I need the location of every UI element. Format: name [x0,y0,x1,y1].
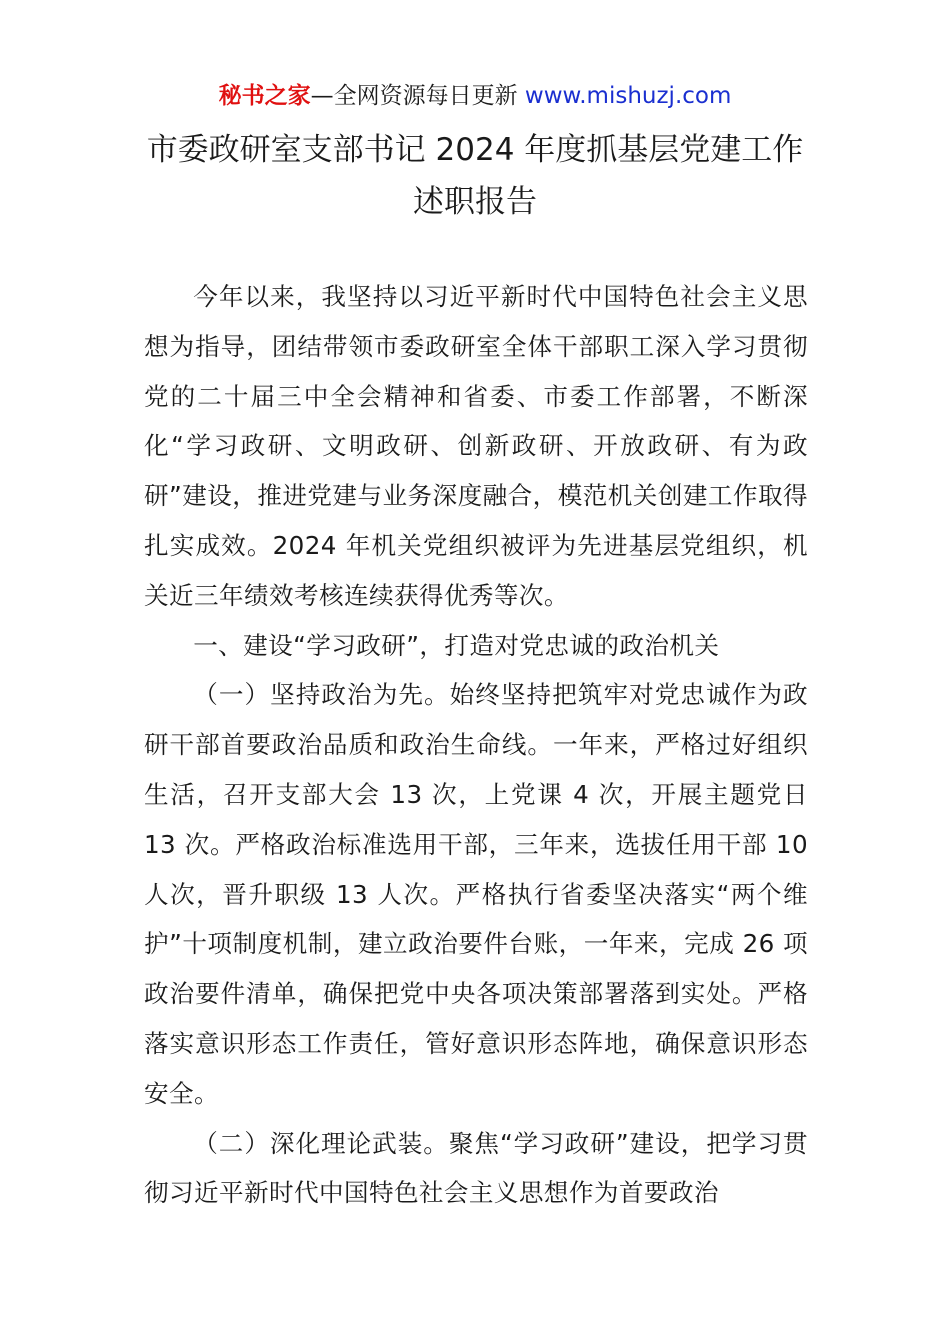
document-body [144,272,808,1218]
document-title [60,124,890,228]
title-line-1: 市委政研室支部书记 2024 年度抓基层党建工作 [146,132,804,168]
title-line-2: 述职报告 [413,184,537,220]
paragraph-theory-arming: （二）深化理论武装。聚焦“学习政研”建设，把学习贯彻习近平新时代中国特色社会主义思想作为首要政治 [144,1128,808,1208]
section-heading-1: 一、建设“学习政研”，打造对党忠诚的政治机关 [193,630,720,660]
watermark-url[interactable]: www.mishuzj.com [524,83,732,109]
watermark-slogan: —全网资源每日更新 [310,83,525,109]
watermark-header [0,80,950,112]
paragraph-political-first: （一）坚持政治为先。始终坚持把筑牢对党忠诚作为政研干部首要政治品质和政治生命线。一年来，严格过好组织生活，召开支部大会 13 次，上党课 4 次，开展主题党日 13 次。严格政治标准选用干部，三年来，选拔任用干部 10 人次，晋升职级 13 人次。严格执行省委坚决落实“两个维护”十项制度机制，建立政治要件台账，一年来，完成 26 项政治要件清单，确保把党中央各项决策部署落到实处。严格落实意识形态工作责任，管好意识形态阵地，确保意识形态安全。 [144,680,808,1108]
watermark-brand: 秘书之家 [218,83,311,109]
paragraph-intro: 今年以来，我坚持以习近平新时代中国特色社会主义思想为指导，团结带领市委政研室全体干部职工深入学习贯彻党的二十届三中全会精神和省委、市委工作部署，不断深化“学习政研、文明政研、创新政研、开放政研、有为政研”建设，推进党建与业务深度融合，模范机关创建工作取得扎实成效。2024 年机关党组织被评为先进基层党组织，机关近三年绩效考核连续获得优秀等次。 [144,282,808,610]
